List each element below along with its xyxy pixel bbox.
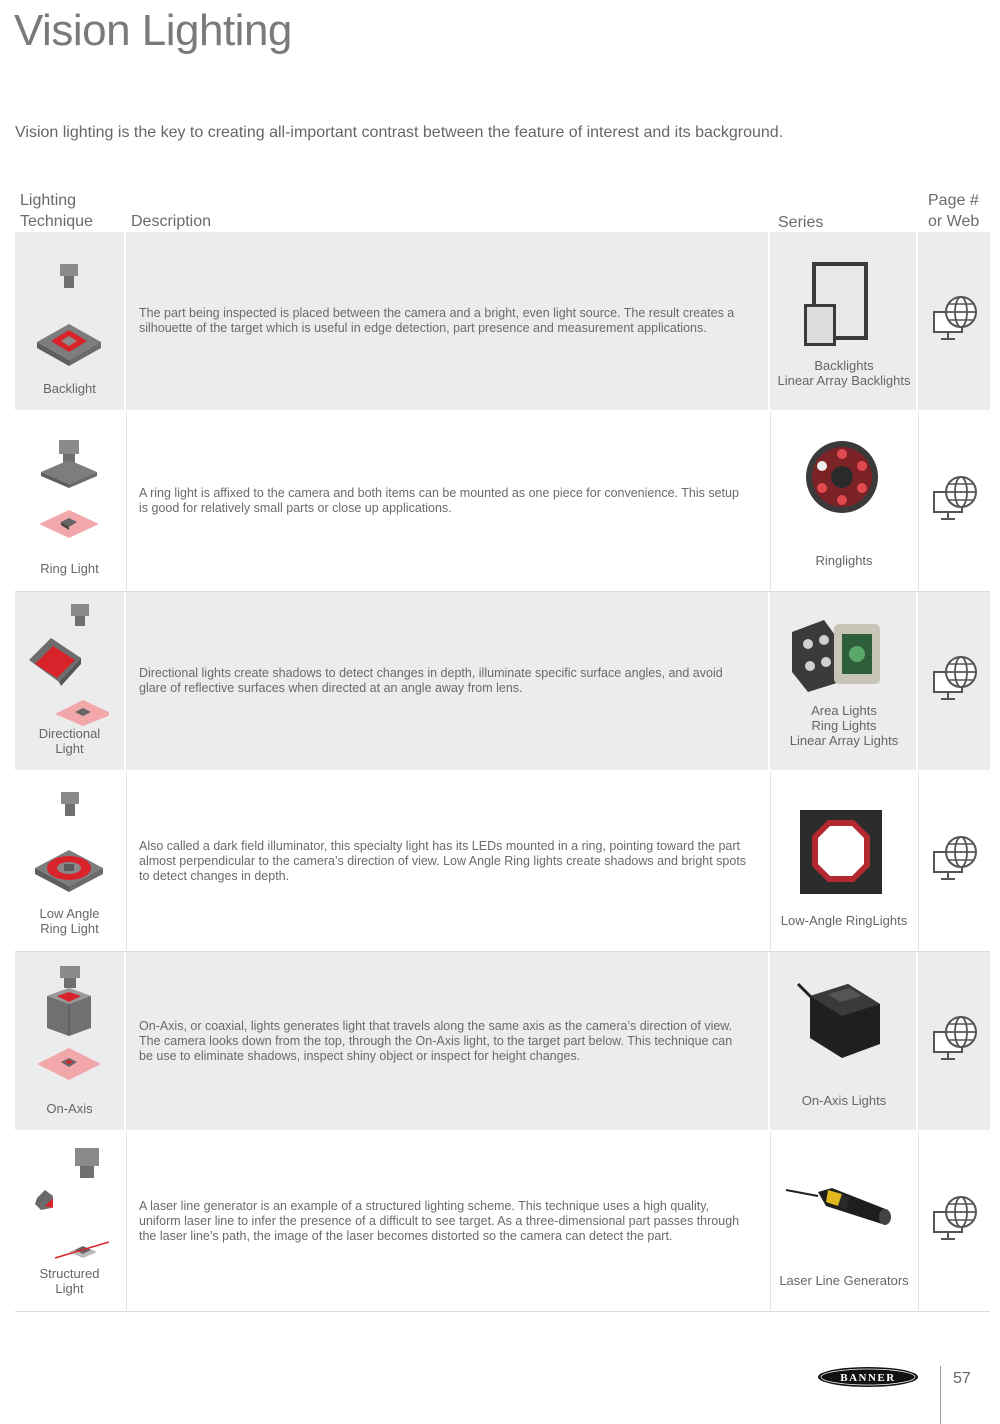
table-row [15,952,990,1132]
series-label-line1: Backlights [814,358,874,373]
technique-label [15,906,124,936]
lighting-table [15,232,990,1312]
web-globe-monitor-icon[interactable] [931,654,981,704]
structured-light-diagram-icon [29,1142,109,1272]
description-cell [126,772,768,950]
table-row [15,232,990,412]
web-globe-monitor-icon[interactable] [931,474,981,524]
technique-label-line2: Light [55,1281,84,1296]
header-series: Series [778,214,824,231]
header-page-or-web [928,190,988,232]
technique-label [15,1266,124,1296]
series-label [771,1273,917,1288]
header-description: Description [131,213,212,230]
web-globe-monitor-icon[interactable] [931,1194,981,1244]
table-row [15,772,990,952]
technique-cell [15,412,124,590]
description-cell [126,592,768,770]
description-text: Directional lights create shadows to detect changes in depth, illuminate specific surface angles, and avoid glare of reflective surfaces when directed at an angle away from lens. [139,666,723,695]
series-label-line2: Linear Array Backlights [777,373,911,388]
series-label-line1: On-Axis Lights [801,1093,887,1108]
description-text: On-Axis, or coaxial, lights generates light that travels along the same axis as the camera’s direction of view. The camera looks down from the top, through the On-Axis light, to the target part below. This technique can be use to eliminate shadows, inspect shiny object or inspect for height changes. [139,1018,733,1063]
series-label-line2: Ring Lights [811,718,877,733]
technique-cell [15,232,124,410]
description-cell [126,952,768,1130]
technique-label-line2: Light [55,741,84,756]
on-axis-diagram-icon [29,962,109,1092]
ringlight-product-icon [784,432,904,542]
page-or-web-cell [918,412,990,590]
series-label [771,553,917,568]
page-or-web-cell [918,592,990,770]
web-globe-monitor-icon[interactable] [931,294,981,344]
intro-text: Vision lighting is the key to creating all-important contrast between the feature of interest and its background. [15,124,784,141]
low-angle-ring-light-diagram-icon [29,782,109,912]
description-text-wrap [139,772,756,950]
table-row [15,412,990,592]
web-globe-monitor-icon[interactable] [931,834,981,884]
laser-line-generator-product-icon [784,1152,904,1262]
page-or-web-cell [918,952,990,1130]
series-cell [770,232,916,410]
technique-label-line1: On-Axis [46,1101,93,1116]
description-text: Also called a dark field illuminator, this specialty light has its LEDs mounted in a ring, pointing toward the part almost perpendicular to the camera’s direction of view. Low Angle Ring lights create shadows and bright spots to detect changes in depth. [139,838,747,883]
description-text-wrap [139,1132,756,1310]
header-page-line2: or Web [928,213,980,230]
web-globe-monitor-icon[interactable] [931,1014,981,1064]
header-lighting-technique [20,190,120,232]
table-row [15,1132,990,1312]
series-cell [770,1132,916,1310]
description-text: A ring light is affixed to the camera and both items can be mounted as one piece for convenience. This setup is good for relatively small parts or close up applications. [139,486,739,515]
technique-label [15,1101,124,1116]
header-page-line1: Page # [928,192,979,209]
series-cell [770,952,916,1130]
page-or-web-cell [918,232,990,410]
series-label-line1: Area Lights [811,703,877,718]
description-text-wrap [139,232,756,410]
description-text-wrap [139,952,756,1130]
series-label [771,703,917,748]
technique-label [15,561,124,576]
directional-light-diagram-icon [29,602,109,732]
series-cell [770,592,916,770]
on-axis-light-product-icon [784,972,904,1082]
series-label-line1: Ringlights [815,553,873,568]
series-label [771,913,917,928]
page-number: 57 [953,1370,971,1387]
backlight-diagram-icon [29,242,109,372]
series-label-line1: Laser Line Generators [779,1273,909,1288]
series-label [771,1093,917,1108]
series-cell [770,772,916,950]
low-angle-ringlight-product-icon [784,792,904,902]
description-text: A laser line generator is an example of a structured lighting scheme. This technique uses a high quality, uniform laser line to infer the presence of a difficult to see target. As a three-dimensional part passes through the laser line’s path, the image of the laser becomes distorted so the camera can detect the part. [139,1198,740,1243]
ring-light-diagram-icon [29,422,109,552]
table-row [15,592,990,772]
description-text-wrap [139,412,756,590]
technique-label-line1: Ring Light [40,561,99,576]
header-technique-line1: Lighting [20,192,77,209]
description-cell [126,232,768,410]
technique-cell [15,592,124,770]
technique-label [15,726,124,756]
series-cell [770,412,916,590]
technique-label-line1: Structured [39,1266,100,1281]
technique-label-line1: Directional [38,726,101,741]
header-technique-line2: Technique [20,213,93,230]
series-label-line3: Linear Array Lights [789,733,899,748]
technique-cell [15,1132,124,1310]
technique-label-line2: Ring Light [40,921,99,936]
banner-logo-text: BANNER [840,1372,896,1384]
description-cell [126,1132,768,1310]
page-title: Vision Lighting [14,6,292,55]
series-label [771,358,917,388]
backlight-panel-product-icon [784,252,904,362]
technique-cell [15,772,124,950]
description-text: The part being inspected is placed between the camera and a bright, even light source. The result creates a silhouette of the target which is useful in edge detection, part presence and measurement applications. [139,306,735,335]
technique-label-line1: Backlight [43,381,96,396]
technique-label-line1: Low Angle [39,906,100,921]
description-cell [126,412,768,590]
page-or-web-cell [918,772,990,950]
description-text-wrap [139,592,756,770]
technique-cell [15,952,124,1130]
footer-divider [940,1366,941,1424]
banner-logo [818,1367,918,1387]
page-or-web-cell [918,1132,990,1310]
technique-label [15,381,124,396]
series-label-line1: Low-Angle RingLights [780,913,908,928]
